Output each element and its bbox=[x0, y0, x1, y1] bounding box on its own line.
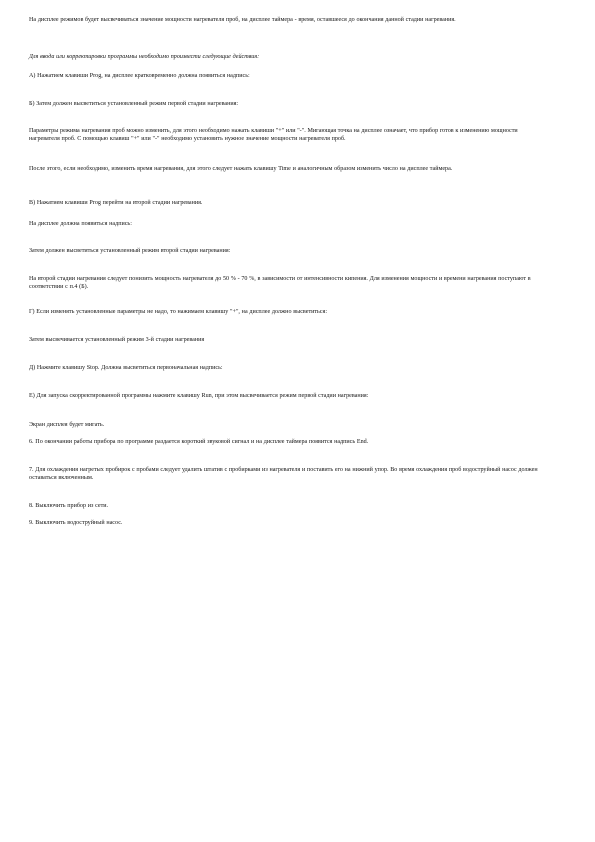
paragraph-item-8: 8. Выключить прибор из сети. bbox=[29, 503, 109, 509]
paragraph-second-stage: Затем должен высветиться установленный режим второй стадии нагревания: bbox=[29, 248, 231, 254]
paragraph-blink: Экран дисплея будет мигать. bbox=[29, 422, 105, 428]
paragraph-item-7: 7. Для охлаждения нагретых пробирок с пробами следует удалить штатив с пробирками из нагревателя и поставить его на нижний упор. Во время охлаждения проб водоструйный насос должен оставаться включенным. bbox=[29, 467, 538, 482]
paragraph-step-v: В) Нажатием клавиши Prog перейти на второй стадии нагревания. bbox=[29, 200, 203, 206]
paragraph-step-a: А) Нажатием клавиши Prog, на дисплее кратковременно должна появиться надпись: bbox=[29, 73, 250, 79]
paragraph-parameters: Параметры режима нагревания проб можно изменить, для этого необходимо нажать клавиши "+" или "-". Мигающая точка на дисплее означает, что прибор готов к изменению мощности нагревателя проб. С помощью клавиш "+" или "-" необходимо установить нужное значение мощности нагревателя проб. bbox=[29, 128, 518, 143]
paragraph-display-info: На дисплее режимов будет высвечиваться значение мощности нагревателя проб, на дисплее таймера - время, оставшееся до окончания данной стадии нагревания. bbox=[29, 17, 456, 23]
paragraph-power-reduce: На второй стадии нагревания следует понизить мощность нагревателя до 50 % - 70 %, в зависимости от интенсивности кипения. Для изменения мощности и времени нагревания поступают в соответствии с п.4 (Б). bbox=[29, 276, 531, 291]
paragraph-step-e: Е) Для запуска скорректированной программы нажмите клавишу Run, при этом высвечивается режим первой стадии нагревания: bbox=[29, 393, 369, 399]
paragraph-item-9: 9. Выключить водоструйный насос. bbox=[29, 520, 123, 526]
paragraph-item-6: 6. По окончании работы прибора по программе раздается короткий звуковой сигнал и на дисплее таймера появится надпись End. bbox=[29, 439, 369, 445]
paragraph-step-g: Г) Если изменять установленные параметры не надо, то нажимаем клавишу "+", на дисплее должно высветиться: bbox=[29, 309, 328, 315]
paragraph-program-intro: Для ввода или корректировки программы необходимо произвести следующие действия: bbox=[29, 54, 260, 60]
paragraph-display-label: На дисплее должна появиться надпись: bbox=[29, 221, 132, 227]
paragraph-step-b: Б) Затем должен высветиться установленный режим первой стадии нагревания: bbox=[29, 101, 239, 107]
paragraph-third-stage: Затем высвечивается установленный режим 3-й стадии нагревания bbox=[29, 337, 205, 343]
paragraph-time-change: После этого, если необходимо, изменить время нагревания, для этого следует нажать клавишу Time и аналогичным образом изменить число на дисплее таймера. bbox=[29, 166, 453, 172]
paragraph-step-d: Д) Нажмите клавишу Stop. Должна высветиться первоначальная надпись: bbox=[29, 365, 223, 371]
